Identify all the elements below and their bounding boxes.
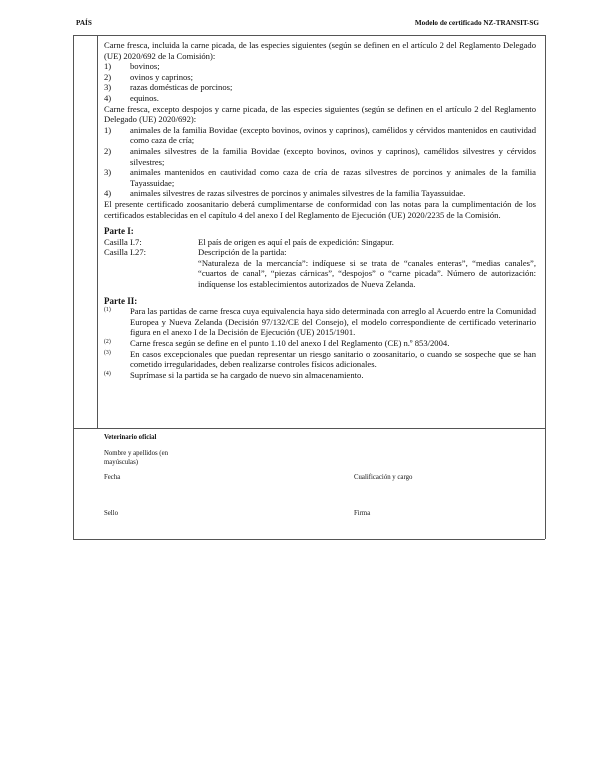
footnote-marker: (1) (104, 307, 111, 314)
name-label: Nombre y apellidos (en mayúsculas) (104, 450, 168, 466)
official-veterinarian-title: Veterinario oficial (104, 434, 157, 441)
list-item: 2) ovinos y caprinos; (104, 71, 194, 82)
list-item: 1) bovinos; (104, 61, 160, 72)
completion-paragraph: El presente certificado zoosanitario deberá cumplimentarse de conformidad con las notas para la cumplimentación de los certificados establecidas en el capítulo 4 del anexo I del Reglamento de Ejecución (UE) 2020/2235 de la Comisión. (104, 198, 536, 220)
certificate-model-header: Modelo de certificado NZ-TRANSIT-SG (414, 19, 539, 27)
box-i27-detail: “Naturaleza de la mercancía”: indíquese si se trata de “canales enteras”, “medias canales”, “cuartos de canal”, “piezas cárnicas”, “despojos” o “carne picada”. Número de autorización: indíquense los establecimientos autorizados de Nueva Zelanda. (198, 257, 536, 290)
list-item: 2) animales silvestres de la familia Bovidae (excepto bovinos, ovinos y caprinos), camélidos silvestres y cérvidos silvestres; (104, 145, 536, 167)
table-left-border (73, 35, 74, 539)
date-label: Fecha (104, 474, 121, 481)
footnote-text: Carne fresca según se define en el punto 1.10 del anexo I del Reglamento (CE) n.º 853/2004. (130, 338, 450, 349)
stamp-label: Sello (104, 510, 118, 517)
footnote-row (104, 370, 536, 381)
intro-fresh-meat: Carne fresca, incluida la carne picada, de las especies siguientes (según se definen en el artículo 2 del Reglamento Delegado (UE) 2020/692 de la Comisión): (104, 40, 536, 61)
table-bottom-border (73, 539, 545, 540)
species-list-1 (104, 61, 536, 103)
footnote-text: En casos excepcionales que puedan representar un riesgo sanitario o zoosanitario, o cuando se sospeche que se han cometido irregularidades, deben realizarse controles físicos adicionales. (130, 348, 536, 370)
country-header: PAÍS (76, 19, 92, 27)
table-section-border (73, 428, 545, 429)
part-two-heading: Parte II: (104, 295, 138, 306)
footnote-row (104, 338, 536, 349)
list-item: 4) equinos. (104, 92, 159, 103)
part-one-heading: Parte I: (104, 226, 134, 237)
notes-content (104, 40, 536, 380)
box-i7-text: El país de origen es aquí el país de expedición: Singapur. (198, 236, 394, 247)
qualification-label: Cualificación y cargo (354, 474, 413, 481)
footnote-row (104, 306, 536, 338)
footnote-text: Suprímase si la partida se ha cargado de nuevo sin almacenamiento. (130, 369, 364, 380)
species-list-2 (104, 125, 536, 199)
list-item: 3) razas domésticas de porcinos; (104, 82, 233, 93)
box-i27-detail-row (104, 258, 536, 290)
footnote-marker: (4) (104, 370, 111, 377)
intro-fresh-meat-excluding-offal: Carne fresca, excepto despojos y carne picada, de las especies siguientes (según se definen en el artículo 2 del Reglamento Delegado (UE) 2020/692): (104, 103, 536, 125)
list-item: 3) animales mantenidos en cautividad como caza de cría de razas silvestres de porcinos y animales de la familia Tayassuidae; (104, 167, 536, 188)
footnote-marker: (2) (104, 339, 111, 346)
table-column-divider (97, 35, 98, 428)
footnote-text: Para las partidas de carne fresca cuya equivalencia haya sido determinada con arreglo al Acuerdo entre la Comunidad Europea y Nueva Zelanda (Decisión 97/132/CE del Consejo), el modelo correspondiente de certificado veterinario figura en el anexo I de la Decisión de Ejecución (UE) 2015/1901. (130, 306, 536, 338)
signature-label: Firma (354, 510, 371, 517)
list-item: 4) animales silvestres de razas silvestres de porcinos y animales silvestres de la familia Tayassuidae. (104, 188, 466, 199)
table-right-border (545, 35, 546, 539)
box-i27-label: Casilla I.27: (104, 247, 147, 258)
box-i27-row (104, 247, 536, 258)
footnote-row (104, 349, 536, 370)
box-i27-text: Descripción de la partida: (198, 247, 287, 258)
list-item: 1) animales de la familia Bovidae (excepto bovinos, ovinos y caprinos), camélidos y cérvidos mantenidos en cautividad como caza de cría; (104, 124, 536, 146)
footnote-marker: (3) (104, 349, 111, 356)
box-i7-label: Casilla I.7: (104, 236, 142, 247)
box-i7-row (104, 237, 536, 248)
table-top-border (73, 35, 545, 36)
